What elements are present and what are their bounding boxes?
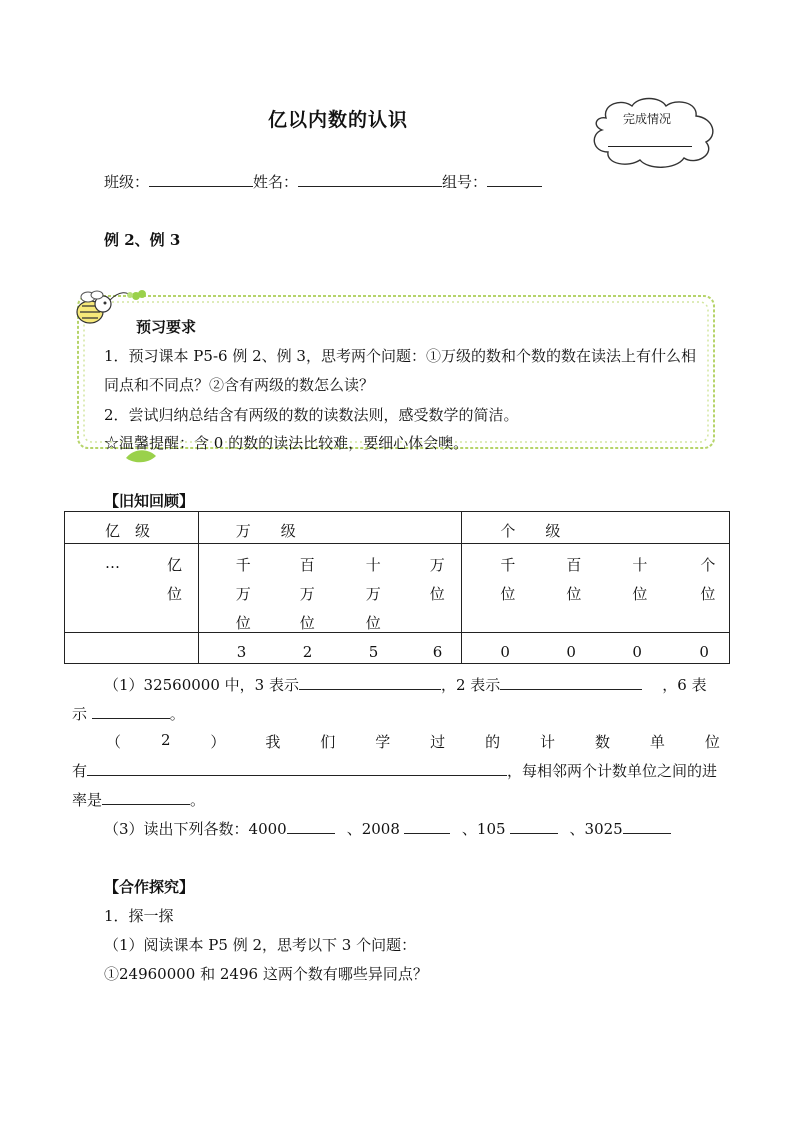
info-row <box>104 171 542 192</box>
explore-question: （1）阅读课本 P5 例 2，思考以下 3 个问题： <box>104 936 417 954</box>
ge-digits-cell <box>462 633 730 664</box>
answer-blank[interactable] <box>87 761 507 776</box>
digit: 0 <box>500 643 510 661</box>
digit: 3 <box>236 643 247 661</box>
digit: 0 <box>632 643 642 661</box>
level-yi: 亿 级 <box>65 512 199 544</box>
question-2-rate: 率是 。 <box>72 791 206 809</box>
group-label: 组号： <box>442 173 488 191</box>
level-ge: 个 级 <box>462 512 730 544</box>
answer-blank[interactable] <box>404 819 450 834</box>
section-example: 例 2、例 3 <box>104 231 181 249</box>
class-label: 班级： <box>104 173 150 191</box>
digit: 2 <box>302 643 313 661</box>
cloud-fill-line[interactable] <box>608 146 692 147</box>
preview-line-1b: 同点和不同点？②含有两级的数怎么读？ <box>104 376 375 394</box>
wan-digits-cell <box>198 633 462 664</box>
question-2-cont: 有 ，每相邻两个计数单位之间的进 <box>72 762 718 780</box>
digit: 0 <box>566 643 576 661</box>
status-cloud <box>588 96 720 168</box>
question-2-line: （ 2 ） 我 们 学 过 的 计 数 单 位 <box>106 731 720 751</box>
digit: 0 <box>699 643 709 661</box>
preview-line-1a: 1．预习课本 P5-6 例 2、例 3，思考两个问题：①万级的数和个数的数在读法上有什么相 <box>104 347 696 365</box>
answer-blank[interactable] <box>102 790 190 805</box>
page-title: 亿以内数的认识 <box>268 109 409 131</box>
preview-heading: 预习要求 <box>136 318 197 336</box>
name-field[interactable] <box>298 172 442 187</box>
question-3: （3）读出下列各数：4000 、2008 、105 、3025 <box>104 818 671 839</box>
class-field[interactable] <box>149 172 253 187</box>
preview-line-2: 2．尝试归纳总结含有两级的数的读数法则，感受数学的简洁。 <box>104 406 519 424</box>
coop-heading: 【合作探究】 <box>104 878 195 896</box>
answer-blank[interactable] <box>510 819 558 834</box>
ellipsis: … <box>105 554 120 572</box>
place-value-table <box>64 511 730 664</box>
level-wan: 万 级 <box>198 512 462 544</box>
name-label: 姓名： <box>253 173 299 191</box>
answer-blank[interactable] <box>500 675 642 690</box>
answer-blank[interactable] <box>299 675 441 690</box>
explore-question-1: ①24960000 和 2496 这两个数有哪些异同点？ <box>104 965 428 983</box>
answer-blank[interactable] <box>92 704 170 719</box>
answer-blank[interactable] <box>623 819 671 834</box>
digit: 5 <box>368 643 379 661</box>
cloud-label: 完成情况 <box>623 112 672 126</box>
ge-place-cell: 千 位 百 位 十 位 个 位 <box>462 544 730 633</box>
answer-blank[interactable] <box>287 819 335 834</box>
explore-title: 1．探一探 <box>104 907 174 925</box>
group-field[interactable] <box>487 172 542 187</box>
digit-cell-empty <box>65 633 199 664</box>
question-1-cont: 示 。 <box>72 705 185 723</box>
question-1: （1）32560000 中，3 表示 ，2 表示 ，6 表 <box>104 676 707 694</box>
yi-place-cell: … 亿 位 <box>65 544 199 633</box>
wan-place-cell: 千 万 位 百 万 位 十 万 位 万 位 <box>198 544 462 633</box>
digit: 6 <box>432 643 443 661</box>
review-heading: 【旧知回顾】 <box>104 492 195 510</box>
preview-line-3: ☆温馨提醒：含 0 的数的读法比较难，要细心体会噢。 <box>104 434 469 452</box>
